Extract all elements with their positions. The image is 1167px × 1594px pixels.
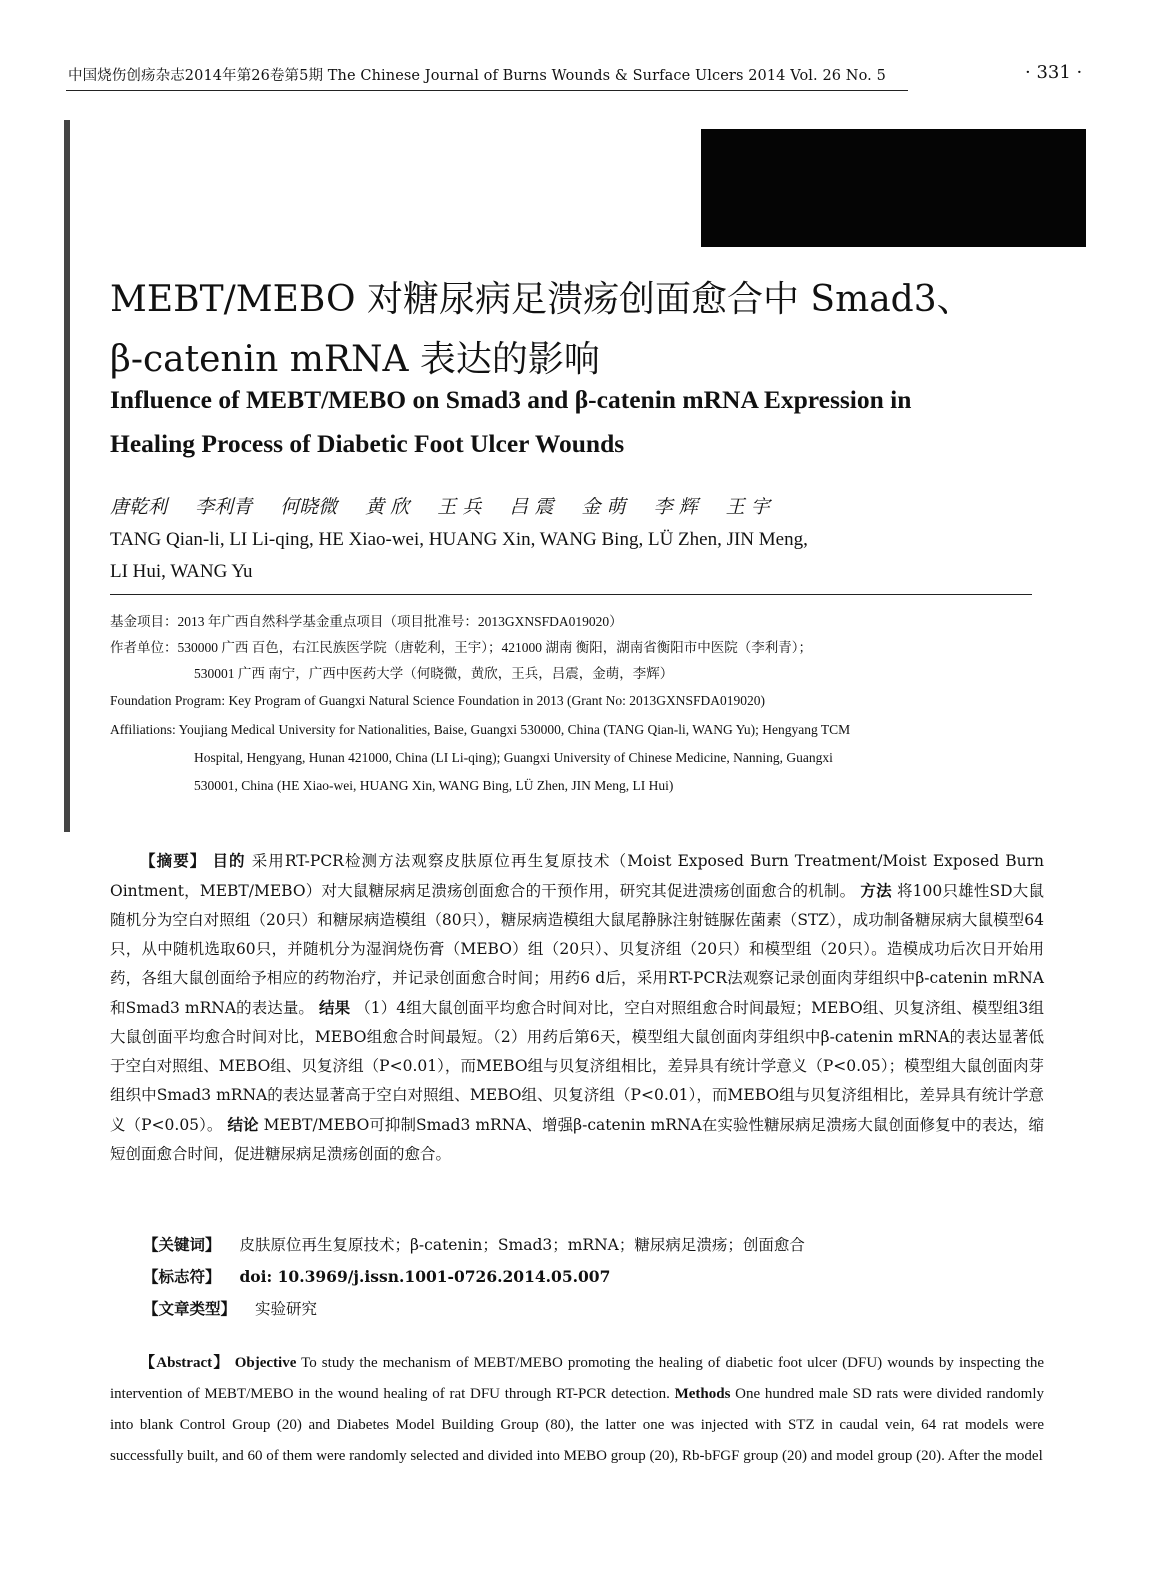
methods-en-text: One hundred male SD rats were divided randomly into blank Control Group (20) and Diabetes Model Building Group (80), the latter one was injected with STZ in caudal vein, 64 rat models were successfully built, and 60 of them were randomly selected and divided into MEBO group (20), Rb-bFGF group (20) and model group (20). After the model (110, 1386, 1045, 1464)
title-cn-line1: MEBT/MEBO 对糖尿病足溃疡创面愈合中 Smad3、 (110, 279, 973, 320)
article-type-label: 【文章类型】 (143, 1299, 237, 1318)
title-chinese (110, 270, 1100, 390)
affiliation-en-3: 530001, China (HE Xiao-wei, HUANG Xin, WANG Bing, LÜ Zhen, JIN Meng, LI Hui) (194, 778, 674, 793)
fund-cn: 基金项目：2013 年广西自然科学基金重点项目（项目批准号：2013GXNSFDA019020） (110, 614, 623, 629)
affiliation-cn-2: 530001 广西 南宁，广西中医药大学（何晓微，黄欣，王兵，吕震，金萌，李辉） (194, 666, 674, 681)
objective-cn-label: 目的 (212, 851, 246, 870)
authors-divider (110, 594, 1032, 595)
author-cn: 何晓微 (280, 496, 338, 518)
title-en-line1: Influence of MEBT/MEBO on Smad3 and β-catenin mRNA Expression in (110, 385, 912, 414)
author-cn: 王 兵 (437, 496, 482, 518)
abstract-english (110, 1348, 1044, 1472)
header-divider (66, 90, 908, 91)
abstract-chinese (110, 846, 1044, 1169)
authors-english (110, 524, 1040, 588)
doi-text: doi: 10.3969/j.issn.1001-0726.2014.05.007 (239, 1267, 611, 1286)
title-english (110, 378, 1070, 466)
objective-cn-text: 采用RT-PCR检测方法观察皮肤原位再生复原技术（Moist Exposed Burn Treatment/Moist Exposed Burn Ointment，MEBT/MEBO）对大鼠糖尿病足溃疡创面愈合的干预作用，研究其促进溃疡创面愈合的机制。 (110, 852, 1044, 900)
abstract-cn-label: 【摘要】 (140, 851, 207, 870)
affiliation-en-1: Affiliations: Youjiang Medical University for Nationalities, Baise, Guangxi 530000, China (TANG Qian-li, WANG Yu); Hengyang TCM (110, 722, 851, 737)
doi-label: 【标志符】 (143, 1267, 221, 1286)
keywords-line (143, 1232, 805, 1258)
author-cn: 李 辉 (653, 496, 698, 518)
author-cn: 李利青 (195, 496, 253, 518)
authors-en-line2: LI Hui, WANG Yu (110, 561, 253, 582)
objective-en-label: Objective (234, 1355, 297, 1371)
author-cn: 唐乾利 (110, 496, 168, 518)
author-cn: 金 萌 (581, 496, 626, 518)
title-cn-line2: β-catenin mRNA 表达的影响 (110, 339, 600, 380)
article-type-text: 实验研究 (254, 1300, 317, 1318)
page-number: · 331 · (1025, 62, 1083, 83)
author-cn: 黄 欣 (365, 496, 410, 518)
results-cn-text: （1）4组大鼠创面平均愈合时间对比，空白对照组愈合时间最短；MEBO组、贝复济组、模型组3组大鼠创面平均愈合时间对比，MEBO组愈合时间最短。（2）用药后第6天，模型组大鼠创面肉芽组织中β-catenin mRNA的表达显著低于空白对照组、MEBO组、贝复济组（P<0.01），而MEBO组与贝复济组相比，差异具有统计学意义（P<0.05）；模型组大鼠创面肉芽组织中Smad3 mRNA的表达显著高于空白对照组、MEBO组、贝复济组（P<0.01），而MEBO组与贝复济组相比，差异具有统计学意义（P<0.05）。 (110, 999, 1044, 1134)
affiliation-en-2: Hospital, Hengyang, Hunan 421000, China (LI Li-qing); Guangxi University of Chinese Medicine, Nanning, Guangxi (194, 750, 833, 765)
title-en-line2: Healing Process of Diabetic Foot Ulcer Wounds (110, 429, 625, 458)
conclusion-cn-text: MEBT/MEBO可抑制Smad3 mRNA、增强β-catenin mRNA在实验性糖尿病足溃疡大鼠创面修复中的表达，缩短创面愈合时间，促进糖尿病足溃疡创面的愈合。 (110, 1116, 1044, 1163)
authors-chinese (110, 492, 792, 519)
methods-cn-text: 将100只雄性SD大鼠随机分为空白对照组（20只）和糖尿病造模组（80只），糖尿病造模组大鼠尾静脉注射链脲佐菌素（STZ），成功制备糖尿病大鼠模型64只，从中随机选取60只，并随机分为湿润烧伤膏（MEBO）组（20只）、贝复济组（20只）和模型组（20只）。造模成功后次日开始用药，各组大鼠创面给予相应的药物治疗，并记录创面愈合时间；用药6 d后，采用RT-PCR法观察记录创面肉芽组织中β-catenin mRNA和Smad3 mRNA的表达量。 (110, 882, 1044, 1017)
redacted-block (701, 129, 1086, 247)
conclusion-cn-label: 结论 (227, 1115, 259, 1134)
doi-line (143, 1264, 610, 1290)
authors-en-line1: TANG Qian-li, LI Li-qing, HE Xiao-wei, HUANG Xin, WANG Bing, LÜ Zhen, JIN Meng, (110, 529, 808, 550)
keywords-label: 【关键词】 (143, 1235, 221, 1254)
results-cn-label: 结果 (319, 998, 351, 1017)
author-cn: 王 宇 (725, 496, 770, 518)
abstract-en-label: 【Abstract】 (140, 1355, 230, 1371)
scan-edge-bar (64, 120, 70, 832)
objective-en-text: To study the mechanism of MEBT/MEBO promoting the healing of diabetic foot ulcer (DFU) wounds by inspecting the intervention of MEBT/MEBO in the wound healing of rat DFU through RT-PCR detection. (110, 1355, 1044, 1402)
author-cn: 吕 震 (509, 496, 554, 518)
affiliation-cn-1: 作者单位：530000 广西 百色，右江民族医学院（唐乾利，王宇）；421000 湖南 衡阳，湖南省衡阳市中医院（李利青）； (110, 640, 812, 655)
running-header: 中国烧伤创疡杂志2014年第26卷第5期 The Chinese Journal of Burns Wounds & Surface Ulcers 2014 Vol. 26 No. 5 (68, 68, 886, 84)
keywords-text: 皮肤原位再生复原技术；β-catenin；Smad3；mRNA；糖尿病足溃疡；创面愈合 (239, 1236, 805, 1254)
article-type-line (143, 1296, 317, 1322)
methods-en-label: Methods (674, 1386, 731, 1402)
fund-en: Foundation Program: Key Program of Guangxi Natural Science Foundation in 2013 (Grant No: 2013GXNSFDA019020) (110, 693, 766, 708)
methods-cn-label: 方法 (860, 881, 892, 900)
